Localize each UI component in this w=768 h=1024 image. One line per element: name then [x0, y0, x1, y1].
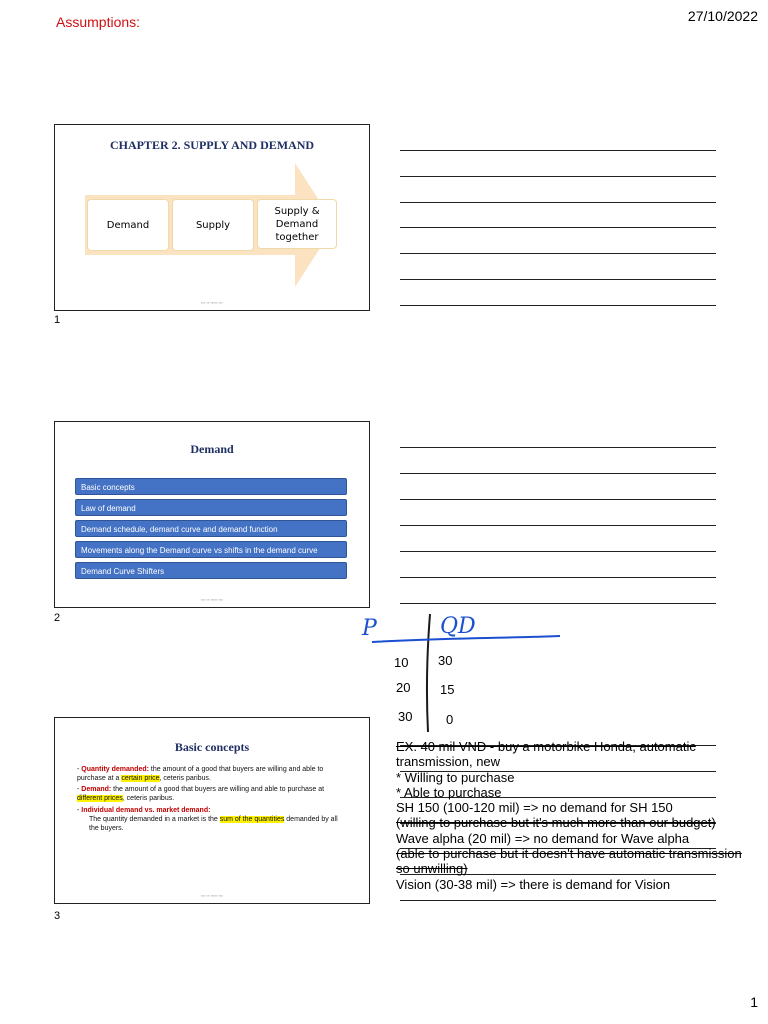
table-cell: 15 [440, 682, 455, 697]
bullet-text: , ceteris paribus. [159, 774, 211, 782]
note-text: (willing to purchase but it's much more than our budget) [396, 815, 716, 831]
bullet-text: the amount of a good that buyers are willing and able to purchase at a [77, 766, 324, 782]
menu-item-law-of-demand: Law of demand [75, 499, 347, 516]
note-line [400, 447, 716, 448]
bullet-text: The quantity demanded in a market is the [89, 815, 220, 823]
supply-demand-box: Supply & Demand together [257, 199, 337, 249]
bullet-quantity-demanded: - Quantity demanded: the amount of a good that buyers are willing and able to purchase at a certain price, ceteris paribus. [77, 766, 324, 782]
slide-number: 2 [54, 612, 61, 624]
slide-3-thumbnail [54, 717, 370, 904]
note-text: * Willing to purchase [396, 769, 515, 785]
note-text: * Able to purchase [396, 784, 502, 800]
note-line [400, 202, 716, 203]
bullet-demand: - Demand: the amount of a good that buyers are willing and able to purchase at different prices, ceteris paribus. [77, 786, 325, 802]
slide-2-thumbnail [54, 421, 370, 608]
note-line [400, 551, 716, 552]
note-line [400, 577, 716, 578]
table-cell: 0 [446, 712, 454, 727]
menu-item-demand-shifters: Demand Curve Shifters [75, 562, 347, 579]
demand-box: Demand [87, 199, 169, 251]
slide-2-title: Demand [190, 442, 234, 456]
bullet-label: Individual demand vs. market demand: [81, 807, 211, 814]
table-cell: 30 [438, 653, 453, 668]
note-text: transmission, new [396, 754, 501, 770]
table-cell: 20 [396, 680, 411, 695]
slide-1-thumbnail [54, 124, 370, 311]
bullet-individual-vs-market: - Individual demand vs. market demand: The quantity demanded in a market is the sum of the quantities demanded by all the buyers. [77, 807, 338, 832]
slide-footer: ▪▪▪ ▪▪ ▪▪▪▪▪ ▪▪▪ [201, 597, 223, 602]
price-header: P [362, 616, 377, 641]
note-line [400, 900, 716, 901]
slide-number: 3 [54, 910, 61, 922]
assumptions-heading: Assumptions: [56, 14, 141, 30]
menu-item-demand-schedule: Demand schedule, demand curve and demand function [75, 520, 347, 537]
menu-item-basic-concepts: Basic concepts [75, 478, 347, 495]
note-text: (able to purchase but it doesn't have automatic transmission [396, 846, 742, 862]
note-line [400, 525, 716, 526]
highlighted-text: different prices [77, 794, 123, 802]
bullet-label: Quantity demanded: [81, 766, 149, 773]
note-line [400, 150, 716, 151]
date-label: 27/10/2022 [687, 8, 758, 24]
highlighted-text: sum of the quantities [219, 815, 285, 823]
highlighted-text: certain price [121, 774, 160, 782]
note-line [400, 176, 716, 177]
slide-footer: ▪▪▪ ▪▪ ▪▪▪▪▪ ▪▪▪ [201, 300, 223, 305]
bullet-text: the amount of a good that buyers are willing and able to purchase at [111, 786, 325, 793]
quantity-demanded-header: QD [440, 614, 476, 639]
typed-notes [396, 739, 746, 892]
bullet-label: Demand: [81, 786, 112, 793]
slide-number: 1 [54, 314, 61, 326]
note-text: SH 150 (100-120 mil) => no demand for SH 150 [396, 800, 673, 816]
note-text: EX. 40 mil VND - buy a motorbike Honda, automatic [396, 739, 696, 754]
bullet-text: , ceteris paribus. [122, 794, 175, 802]
bullet-text: demanded by all the buyers. [89, 815, 338, 832]
note-line [400, 603, 716, 604]
menu-item-movements-vs-shifts: Movements along the Demand curve vs shifts in the demand curve [75, 541, 347, 558]
note-line [400, 305, 716, 306]
note-text: Vision (30-38 mil) => there is demand for Vision [396, 876, 671, 892]
table-cell: 30 [398, 709, 413, 724]
note-text: so unwilling) [396, 861, 468, 877]
slide-1-title: CHAPTER 2. SUPPLY AND DEMAND [109, 138, 315, 152]
note-line [400, 473, 716, 474]
table-cell: 10 [394, 655, 409, 670]
supply-box: Supply [172, 199, 254, 251]
page-number: 1 [750, 994, 758, 1010]
note-line [400, 227, 716, 228]
note-line [400, 499, 716, 500]
note-line [400, 279, 716, 280]
slide-footer: ▪▪▪ ▪▪ ▪▪▪▪▪ ▪▪▪ [201, 893, 223, 898]
note-line [400, 253, 716, 254]
note-text: Wave alpha (20 mil) => no demand for Wave alpha [396, 830, 690, 846]
slide-3-title: Basic concepts [174, 740, 250, 754]
